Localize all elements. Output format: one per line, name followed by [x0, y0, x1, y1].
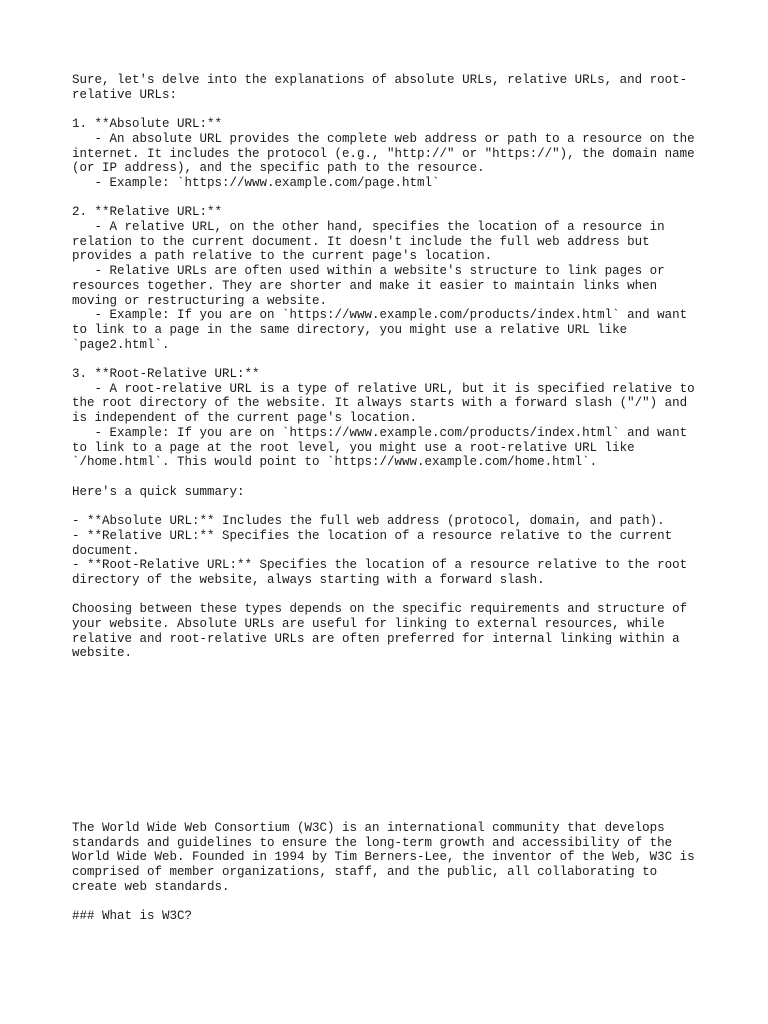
- w3c-intro-text: The World Wide Web Consortium (W3C) is an international community that develops standards and guidelines to ensure the long-term growth and accessibility of the World Wide Web. Founded in 1994 by Tim Berners-Lee, the inventor of the Web, W3C is comprised of member organizations, staff, and the public, all collaborating to create web standards. ### What is W3C?: [72, 821, 695, 924]
- url-explanation-text: Sure, let's delve into the explanations of absolute URLs, relative URLs, and root- relative URLs: 1. **Absolute URL:** - An absolute URL provides the complete web address or path to a resource on the internet. It includes the protocol (e.g., "http://" or "https://"), the domain name (or IP address), and the specific path to the resource. - Example: `https://www.example.com/page.html` 2. **Relative URL:** - A relative URL, on the other hand, specifies the location of a resource in relation to the current document. It doesn't include the full web address but provides a path relative to the current page's location. - Relative URLs are often used within a website's structure to link pages or resources together. They are shorter and make it easier to maintain links when moving or restructuring a website. - Example: If you are on `https://www.example.com/products/index.html` and want to link to a page in the same directory, you might use a relative URL like `page2.html`. 3. **Root-Relative URL:** - A root-relative URL is a type of relative URL, but it is specified relative to the root directory of the website. It always starts with a forward slash ("/") and is independent of the current page's location. - Example: If you are on `https://www.example.com/products/index.html` and want to link to a page at the root level, you might use a root-relative URL like `/home.html`. This would point to `https://www.example.com/home.html`. Here's a quick summary: - **Absolute URL:** Includes the full web address (protocol, domain, and path). - **Relative URL:** Specifies the location of a resource relative to the current document. - **Root-Relative URL:** Specifies the location of a resource relative to the root directory of the website, always starting with a forward slash. Choosing between these types depends on the specific requirements and structure of your website. Absolute URLs are useful for linking to external resources, while relative and root-relative URLs are often preferred for internal linking within a website.: [72, 73, 695, 661]
